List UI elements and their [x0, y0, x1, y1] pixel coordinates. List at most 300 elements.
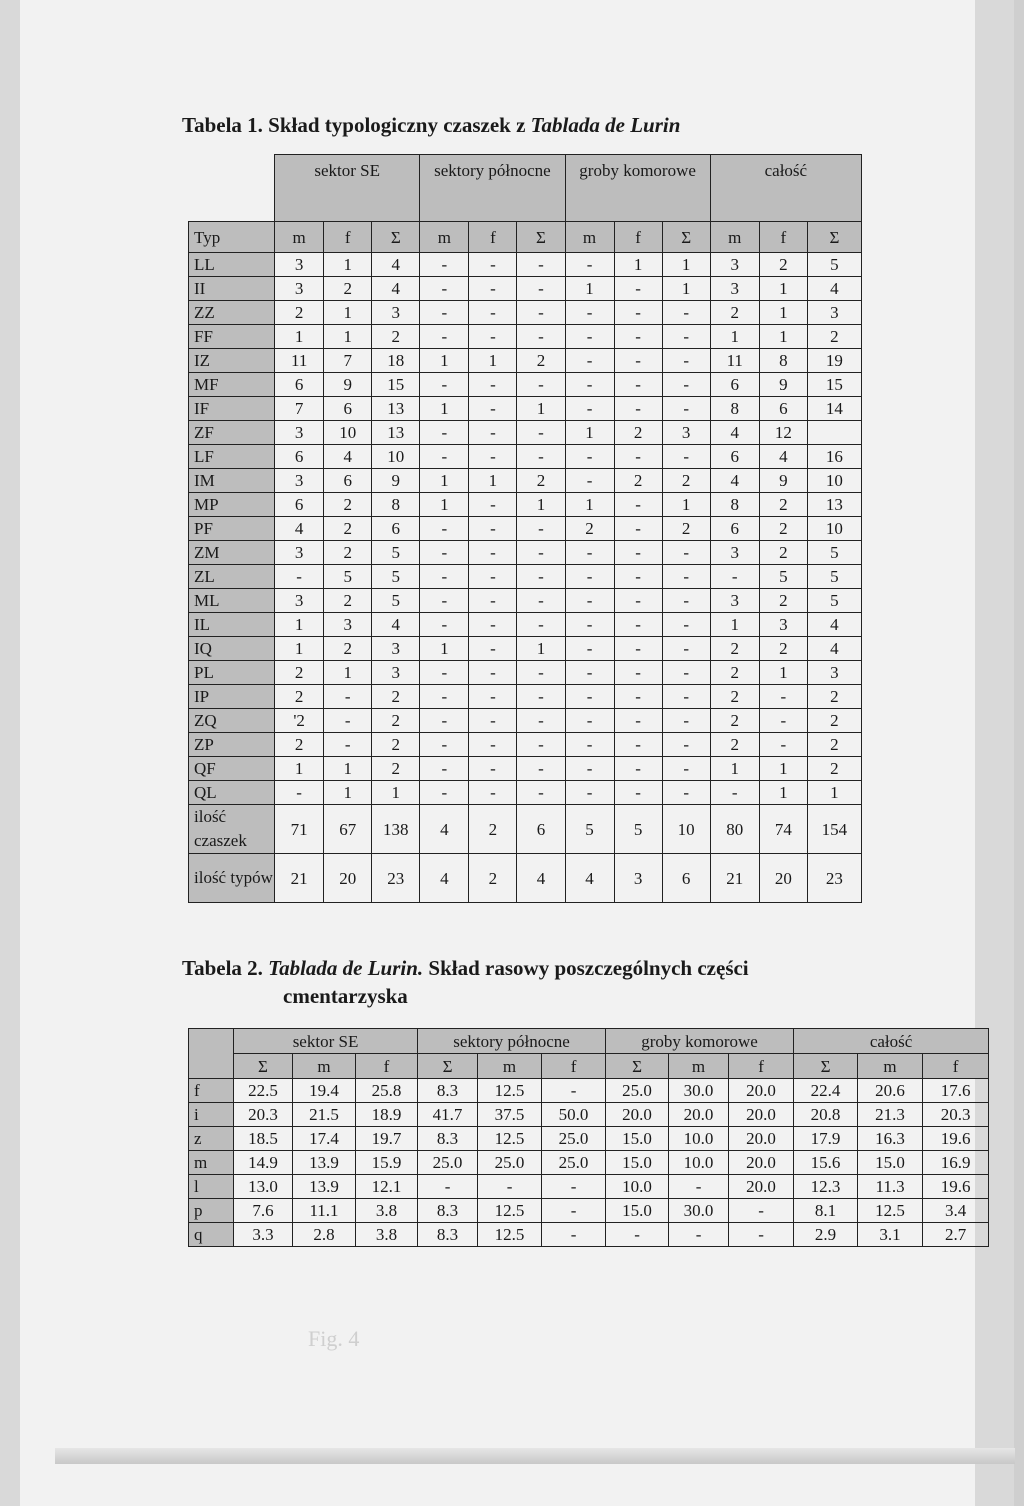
- table1-cell: 4: [759, 445, 807, 469]
- table1-cell: 5: [807, 565, 861, 589]
- table1-cell: -: [565, 685, 614, 709]
- table1-cell: 1: [759, 325, 807, 349]
- table1-cell: -: [614, 277, 662, 301]
- table2-subheader: f: [542, 1054, 606, 1079]
- table2-cell: -: [729, 1199, 794, 1223]
- table2-group-header: sektory północne: [418, 1029, 606, 1054]
- table1-cell: 2: [324, 541, 372, 565]
- table2-cell: 25.8: [356, 1079, 418, 1103]
- table2-cell: 30.0: [669, 1079, 729, 1103]
- table2-cell: 8.3: [418, 1079, 478, 1103]
- table2-cell: 15.9: [356, 1151, 418, 1175]
- table1-cell: -: [710, 781, 759, 805]
- table1-cell: 5: [807, 589, 861, 613]
- table1-cell: -: [517, 709, 565, 733]
- table1-cell: 6: [759, 397, 807, 421]
- table2-cell: -: [729, 1223, 794, 1247]
- table1-cell: 1: [565, 277, 614, 301]
- table1-cell: 5: [807, 253, 861, 277]
- table1-cell: 4: [807, 637, 861, 661]
- table1-corner-blank: [189, 155, 275, 222]
- table1-cell: 2: [614, 469, 662, 493]
- table1-cell: -: [420, 445, 469, 469]
- table1-cell: 1: [324, 661, 372, 685]
- table2-group-header-row: [189, 1029, 989, 1054]
- table2-subheader-row: [189, 1054, 989, 1079]
- table1-cell: -: [469, 493, 517, 517]
- table1-cell: 3: [372, 637, 420, 661]
- table1-cell: 8: [372, 493, 420, 517]
- table1-cell: 2: [807, 709, 861, 733]
- table1-cell: 10: [372, 445, 420, 469]
- table2-group-header: groby komorowe: [606, 1029, 794, 1054]
- table1-cell: 2: [324, 517, 372, 541]
- table1-cell: -: [614, 589, 662, 613]
- table1-cell: -: [614, 493, 662, 517]
- table1-cell: -: [565, 709, 614, 733]
- table2-caption: Tabela 2. Tablada de Lurin. Skład rasowy poszczególnych części: [182, 956, 749, 980]
- table1-row-label: FF: [189, 325, 275, 349]
- table2-cell: 14.9: [234, 1151, 293, 1175]
- table1-cell: -: [517, 757, 565, 781]
- table1-cell: -: [469, 301, 517, 325]
- table1-subheader-row: [189, 222, 862, 253]
- table1-subheader: f: [759, 222, 807, 253]
- table2-corner: [189, 1029, 234, 1079]
- table1-cell: 1: [517, 397, 565, 421]
- table1-cell: 2: [759, 253, 807, 277]
- table2-subheader: f: [729, 1054, 794, 1079]
- table1-subheader: m: [420, 222, 469, 253]
- table1-cell: 5: [324, 565, 372, 589]
- table1-cell: 1: [420, 637, 469, 661]
- table1-cell: -: [662, 781, 710, 805]
- table1-cell: -: [469, 445, 517, 469]
- table2-cell: 41.7: [418, 1103, 478, 1127]
- table1-cell: -: [469, 757, 517, 781]
- table1-cell: 138: [372, 805, 420, 854]
- table1-row-label: PF: [189, 517, 275, 541]
- table1-cell: 1: [517, 493, 565, 517]
- table1-cell: 1: [759, 661, 807, 685]
- table1-row-label: LL: [189, 253, 275, 277]
- table1-cell: -: [420, 373, 469, 397]
- table1-cell: -: [469, 637, 517, 661]
- table2-cell: 17.6: [923, 1079, 989, 1103]
- table1-cell: 3: [275, 421, 324, 445]
- table2-cell: 2.7: [923, 1223, 989, 1247]
- table1-cell: 3: [759, 613, 807, 637]
- table1-cell: -: [469, 373, 517, 397]
- table2-cell: 12.5: [478, 1199, 542, 1223]
- table1-group-header: sektory północne: [420, 155, 565, 222]
- table1-cell: -: [565, 565, 614, 589]
- table1-cell: 2: [759, 517, 807, 541]
- table2-cell: 3.4: [923, 1199, 989, 1223]
- table1-cell: -: [614, 325, 662, 349]
- table1-cell: -: [565, 301, 614, 325]
- table1-cell: -: [517, 421, 565, 445]
- table2-cell: 15.0: [606, 1199, 669, 1223]
- table1-cell: 1: [324, 301, 372, 325]
- table1-caption: Tabela 1. Skład typologiczny czaszek z Tablada de Lurin: [182, 113, 681, 137]
- table2-cell: -: [478, 1175, 542, 1199]
- table2-cell: -: [542, 1079, 606, 1103]
- table1-row-label: ZP: [189, 733, 275, 757]
- table1-cell: -: [517, 253, 565, 277]
- table1-cell: 1: [275, 637, 324, 661]
- table2-cell: 15.0: [858, 1151, 923, 1175]
- table1-cell: -: [469, 613, 517, 637]
- table2-cell: 20.0: [729, 1079, 794, 1103]
- table-row: [189, 517, 862, 541]
- table1-cell: 1: [710, 757, 759, 781]
- table1-cell: 5: [372, 565, 420, 589]
- table1-cell: -: [469, 277, 517, 301]
- table1-cell: -: [614, 349, 662, 373]
- table1-cell: 2: [324, 277, 372, 301]
- table1-cell: 9: [372, 469, 420, 493]
- table2-cell: 20.3: [234, 1103, 293, 1127]
- table1-cell: -: [517, 517, 565, 541]
- table1-cell: 2: [710, 637, 759, 661]
- table-row: [189, 349, 862, 373]
- table1-cell: 6: [710, 517, 759, 541]
- table1-cell: -: [614, 709, 662, 733]
- table1-cell: 4: [372, 277, 420, 301]
- table2-subheader: Σ: [418, 1054, 478, 1079]
- table1-cell: 2: [324, 493, 372, 517]
- table1-cell: 20: [324, 854, 372, 903]
- table-row: [189, 1223, 989, 1247]
- table2-row-label: z: [189, 1127, 234, 1151]
- table2-cell: 8.3: [418, 1127, 478, 1151]
- table1-cell: 1: [469, 469, 517, 493]
- table-row: [189, 445, 862, 469]
- table1-cell: -: [324, 733, 372, 757]
- table2-row-label: q: [189, 1223, 234, 1247]
- table1-cell: 6: [517, 805, 565, 854]
- table2-cell: 12.5: [478, 1079, 542, 1103]
- table1-group-header: sektor SE: [275, 155, 420, 222]
- table1-row-label: ZQ: [189, 709, 275, 733]
- scan-shadow: [55, 1448, 1015, 1464]
- table1-cell: '2: [275, 709, 324, 733]
- table1-cell: -: [614, 373, 662, 397]
- table1-subheader: f: [469, 222, 517, 253]
- table2-cell: 18.5: [234, 1127, 293, 1151]
- table1-cell: -: [614, 541, 662, 565]
- table1-cell: 1: [807, 781, 861, 805]
- table1-cell: -: [662, 685, 710, 709]
- table1-cell: 80: [710, 805, 759, 854]
- table1-cell: 4: [710, 421, 759, 445]
- table-row: [189, 1079, 989, 1103]
- table1-cell: -: [662, 709, 710, 733]
- table1-cell: -: [662, 613, 710, 637]
- table1-subheader: Σ: [517, 222, 565, 253]
- table1-cell: -: [710, 565, 759, 589]
- table1-cell: 1: [275, 325, 324, 349]
- table1-cell: 2: [324, 637, 372, 661]
- table1-cell: -: [469, 397, 517, 421]
- table2-cell: 20.0: [729, 1175, 794, 1199]
- table1-cell: 1: [324, 253, 372, 277]
- table1-cell: -: [324, 709, 372, 733]
- table1-cell: -: [662, 565, 710, 589]
- table1-cell: 10: [324, 421, 372, 445]
- table1-cell: -: [420, 517, 469, 541]
- table2-cell: 20.0: [729, 1103, 794, 1127]
- table2-cell: -: [542, 1199, 606, 1223]
- table2-cell: 25.0: [418, 1151, 478, 1175]
- table1-cell: 10: [807, 469, 861, 493]
- table1-cell: -: [517, 589, 565, 613]
- table1-cell: 11: [275, 349, 324, 373]
- table2-subheader: Σ: [606, 1054, 669, 1079]
- table1-cell: 23: [807, 854, 861, 903]
- table1-cell: 2: [807, 325, 861, 349]
- table1-cell: 4: [710, 469, 759, 493]
- table1-cell: 3: [275, 589, 324, 613]
- table1-cell: 6: [710, 373, 759, 397]
- table1-cell: -: [565, 397, 614, 421]
- table1-cell: 1: [614, 253, 662, 277]
- table1-cell: -: [469, 589, 517, 613]
- table2-cell: 12.3: [794, 1175, 858, 1199]
- table2-cell: 19.4: [293, 1079, 356, 1103]
- table1-cell: 4: [807, 277, 861, 301]
- table1-cell: 2: [662, 517, 710, 541]
- table1-row-label: LF: [189, 445, 275, 469]
- table1-cell: 2: [759, 541, 807, 565]
- table1-cell: 21: [710, 854, 759, 903]
- table1-cell: 2: [759, 637, 807, 661]
- table1-cell: 14: [807, 397, 861, 421]
- table1-cell: -: [469, 709, 517, 733]
- table1-cell: -: [565, 469, 614, 493]
- table-row: [189, 493, 862, 517]
- table2-cell: 7.6: [234, 1199, 293, 1223]
- table1-cell: 1: [565, 421, 614, 445]
- table2-cell: 20.8: [794, 1103, 858, 1127]
- table2-cell: 18.9: [356, 1103, 418, 1127]
- table1-row-label: QF: [189, 757, 275, 781]
- table1-cell: 2: [372, 709, 420, 733]
- table1-cell: -: [565, 733, 614, 757]
- table2-cell: 22.5: [234, 1079, 293, 1103]
- table1-cell: -: [565, 445, 614, 469]
- table2-cell: 17.4: [293, 1127, 356, 1151]
- table-row: [189, 421, 862, 445]
- table2-cell: 8.3: [418, 1199, 478, 1223]
- table1-cell: 1: [759, 277, 807, 301]
- table2-cell: 10.0: [606, 1175, 669, 1199]
- table1-cell: 5: [565, 805, 614, 854]
- table2-cell: 10.0: [669, 1127, 729, 1151]
- table1-cell: -: [614, 685, 662, 709]
- table2-racial: [188, 1028, 989, 1247]
- table1-cell: 2: [759, 589, 807, 613]
- table1-cell: -: [662, 733, 710, 757]
- table1-cell: -: [614, 445, 662, 469]
- table2-cell: 37.5: [478, 1103, 542, 1127]
- table1-cell: 3: [710, 253, 759, 277]
- table2-group-header: całość: [794, 1029, 989, 1054]
- table1-cell: -: [614, 613, 662, 637]
- table-row: [189, 469, 862, 493]
- table1-cell: 1: [275, 757, 324, 781]
- table2-subheader: m: [293, 1054, 356, 1079]
- table1-cell: -: [469, 661, 517, 685]
- table1-cell: 2: [372, 757, 420, 781]
- table2-subheader: f: [923, 1054, 989, 1079]
- table1-cell: -: [517, 565, 565, 589]
- table1-cell: -: [517, 685, 565, 709]
- table-row: [189, 277, 862, 301]
- table1-cell: 5: [372, 541, 420, 565]
- table2-group-header: sektor SE: [234, 1029, 418, 1054]
- table1-cell: 5: [807, 541, 861, 565]
- table1-cell: -: [517, 733, 565, 757]
- table1-cell: -: [565, 541, 614, 565]
- table1-cell: -: [662, 757, 710, 781]
- table1-row-label: IP: [189, 685, 275, 709]
- table1-typology: [188, 154, 862, 903]
- table2-cell: 30.0: [669, 1199, 729, 1223]
- table1-subheader: m: [565, 222, 614, 253]
- table1-row-label: ZM: [189, 541, 275, 565]
- table-row: [189, 613, 862, 637]
- table-row: [189, 253, 862, 277]
- table1-cell: 2: [275, 733, 324, 757]
- table1-cell: -: [420, 565, 469, 589]
- table1-row-label: IL: [189, 613, 275, 637]
- table2-cell: 16.9: [923, 1151, 989, 1175]
- table1-cell: -: [565, 349, 614, 373]
- table2-cell: 19.7: [356, 1127, 418, 1151]
- table2-cell: 20.6: [858, 1079, 923, 1103]
- table1-row-label: IZ: [189, 349, 275, 373]
- table1-cell: 6: [324, 397, 372, 421]
- table2-cell: 25.0: [542, 1127, 606, 1151]
- table1-row-label: QL: [189, 781, 275, 805]
- table1-group-header: całość: [710, 155, 861, 222]
- table1-cell: 1: [420, 349, 469, 373]
- table2-cell: -: [542, 1223, 606, 1247]
- table2-cell: 12.5: [478, 1223, 542, 1247]
- table1-total-label: ilość czaszek: [189, 805, 275, 854]
- table1-cell: 2: [710, 301, 759, 325]
- table1-cell: 5: [759, 565, 807, 589]
- table1-cell: -: [565, 757, 614, 781]
- table1-cell: -: [662, 325, 710, 349]
- table1-row-label: IM: [189, 469, 275, 493]
- table1-cell: 1: [420, 397, 469, 421]
- table1-cell: -: [614, 517, 662, 541]
- table1-cell: 5: [372, 589, 420, 613]
- table1-cell: 7: [324, 349, 372, 373]
- table1-cell: 1: [324, 781, 372, 805]
- table1-row-label: MF: [189, 373, 275, 397]
- table1-cell: 2: [807, 757, 861, 781]
- table1-subheader: m: [710, 222, 759, 253]
- table1-cell: 3: [807, 301, 861, 325]
- table1-cell: 20: [759, 854, 807, 903]
- table2-row-label: f: [189, 1079, 234, 1103]
- table1-cell: -: [662, 661, 710, 685]
- table-row: [189, 325, 862, 349]
- table2-subheader: m: [669, 1054, 729, 1079]
- table2-subheader: Σ: [794, 1054, 858, 1079]
- table1-cell: -: [565, 613, 614, 637]
- table1-group-header-row: [189, 155, 862, 222]
- table1-cell: 21: [275, 854, 324, 903]
- figure-label: Fig. 4: [308, 1326, 360, 1351]
- table1-cell: -: [662, 349, 710, 373]
- table1-cell: 4: [420, 854, 469, 903]
- table-row: [189, 733, 862, 757]
- table1-row-label: IF: [189, 397, 275, 421]
- table1-cell: -: [759, 685, 807, 709]
- table1-cell: -: [614, 301, 662, 325]
- table-row: [189, 301, 862, 325]
- table1-cell: 3: [372, 301, 420, 325]
- table1-cell: -: [614, 397, 662, 421]
- table2-cell: 13.0: [234, 1175, 293, 1199]
- table1-total-row: [189, 805, 862, 854]
- table1-cell: -: [420, 277, 469, 301]
- table2-cell: 15.6: [794, 1151, 858, 1175]
- table1-cell: -: [420, 325, 469, 349]
- table1-cell: 2: [807, 685, 861, 709]
- table1-cell: 6: [275, 493, 324, 517]
- table1-cell: 2: [710, 733, 759, 757]
- table1-cell: 1: [420, 469, 469, 493]
- table1-cell: -: [565, 637, 614, 661]
- table1-cell: -: [275, 565, 324, 589]
- table2-cell: 17.9: [794, 1127, 858, 1151]
- table2-subheader: Σ: [234, 1054, 293, 1079]
- table1-cell: 1: [324, 325, 372, 349]
- table1-cell: 2: [662, 469, 710, 493]
- table1-cell: 3: [710, 277, 759, 301]
- table1-cell: -: [662, 373, 710, 397]
- table1-group-header: groby komorowe: [565, 155, 710, 222]
- table1-subheader: f: [614, 222, 662, 253]
- table-row: [189, 637, 862, 661]
- table2-cell: 16.3: [858, 1127, 923, 1151]
- table1-cell: 1: [662, 277, 710, 301]
- table2-cell: 8.3: [418, 1223, 478, 1247]
- table1-cell: -: [662, 301, 710, 325]
- table1-cell: 1: [710, 613, 759, 637]
- table1-cell: [807, 421, 861, 445]
- table1-cell: -: [275, 781, 324, 805]
- table1-cell: 1: [759, 781, 807, 805]
- table1-cell: -: [662, 637, 710, 661]
- table1-cell: 3: [710, 541, 759, 565]
- table2-cell: 12.5: [478, 1127, 542, 1151]
- table2-cell: 20.3: [923, 1103, 989, 1127]
- table2-cell: 12.5: [858, 1199, 923, 1223]
- table2-cell: 25.0: [478, 1151, 542, 1175]
- table1-cell: -: [517, 661, 565, 685]
- table2-cell: 25.0: [542, 1151, 606, 1175]
- table1-cell: 7: [275, 397, 324, 421]
- table1-cell: 10: [662, 805, 710, 854]
- table1-cell: -: [565, 253, 614, 277]
